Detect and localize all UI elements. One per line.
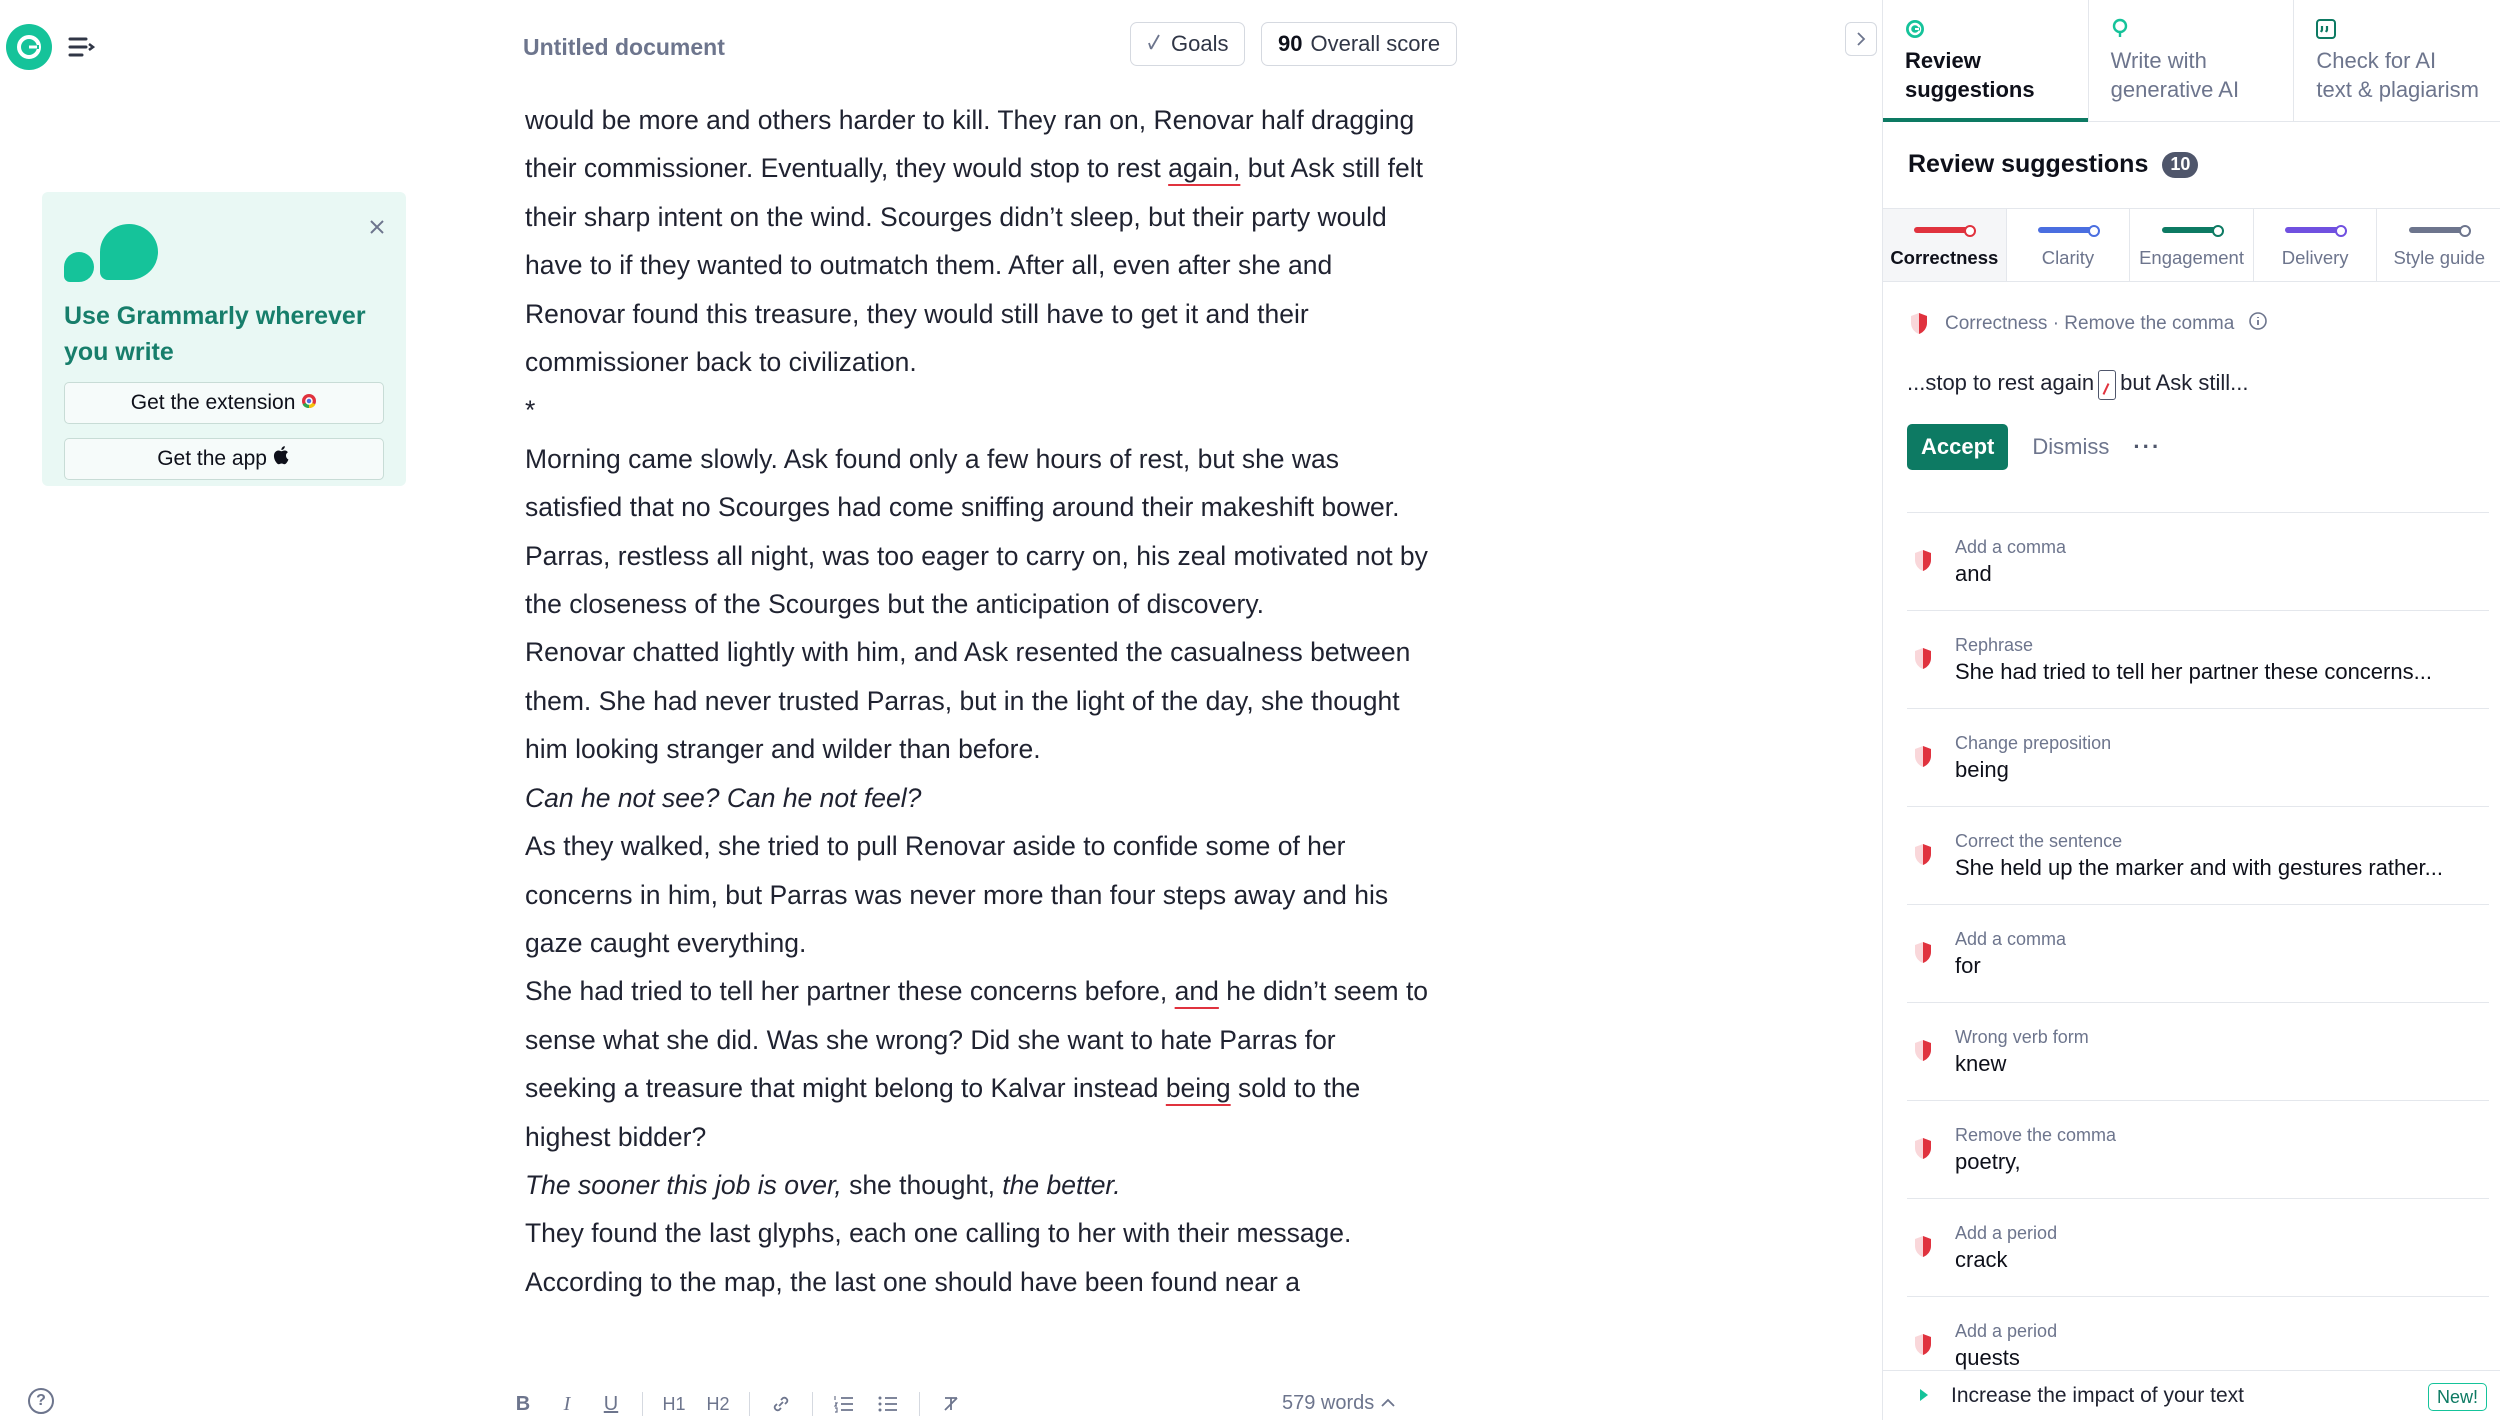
suggestion-context: ...stop to rest again but Ask still... — [1907, 368, 2487, 398]
suggestion-item[interactable]: Add a period quests — [1907, 1296, 2489, 1394]
tab-generative-ai[interactable]: Write with generative AI — [2089, 0, 2295, 121]
goals-icon — [1147, 31, 1163, 57]
promo-title: Use Grammarly wherever you write — [64, 302, 366, 366]
suggestion-item[interactable]: Add a comma and — [1907, 512, 2489, 610]
info-icon[interactable] — [2248, 311, 2268, 337]
suggestion-header: Correctness · Remove the comma — [1907, 310, 2487, 338]
get-extension-button[interactable]: Get the extension — [64, 382, 384, 424]
help-icon[interactable]: ? — [28, 1388, 54, 1414]
suggestion-item[interactable]: Correct the sentence She held up the marker and with gestures rather... — [1907, 806, 2489, 904]
quote-icon — [2316, 16, 2500, 42]
paragraph: Can he not see? Can he not feel? — [525, 782, 922, 813]
underline-button[interactable]: U — [603, 1392, 619, 1415]
app-buttons — [6, 24, 104, 70]
link-icon[interactable] — [768, 1390, 794, 1418]
bulleted-list-icon[interactable] — [875, 1390, 901, 1418]
category-engagement[interactable]: Engagement — [2130, 209, 2254, 281]
new-badge: New! — [2428, 1383, 2487, 1411]
suggestion-item[interactable]: Wrong verb form knew — [1907, 1002, 2489, 1100]
suggestion-item[interactable]: Change preposition being — [1907, 708, 2489, 806]
bold-button[interactable]: B — [515, 1392, 531, 1415]
toolbar-divider — [919, 1392, 920, 1416]
accept-button[interactable]: Accept — [1907, 424, 2008, 470]
shield-icon — [1907, 310, 1931, 338]
removed-comma-marker — [2098, 370, 2116, 400]
chrome-icon — [301, 391, 317, 414]
paragraph: The sooner this job is over, she thought, the better. — [525, 1169, 1121, 1200]
shield-icon — [1911, 841, 1935, 869]
clear-format-icon[interactable] — [938, 1390, 964, 1418]
paragraph: Morning came slowly. Ask found only a few hours of rest, but she was satisfied that no Scourges had come sniffing around their makeshift bower. Parras, restless all night, was too eager to carry on, his zeal motivated not by the closeness of the Scourges but the anticipation of discovery. — [525, 443, 1428, 620]
shield-icon — [1911, 1037, 1935, 1065]
toolbar-divider — [642, 1392, 643, 1416]
menu-icon[interactable] — [58, 24, 104, 70]
overall-score-button[interactable] — [1261, 22, 1457, 66]
triangle-right-icon — [1919, 1384, 1929, 1408]
promo-card — [42, 192, 406, 486]
shield-icon — [1911, 743, 1935, 771]
shield-icon — [1911, 939, 1935, 967]
apple-icon — [273, 447, 291, 470]
get-app-button[interactable]: Get the app — [64, 438, 384, 480]
category-style-guide[interactable]: Style guide — [2377, 209, 2500, 281]
grammarly-logo-icon[interactable] — [6, 24, 52, 70]
format-toolbar — [510, 1384, 964, 1420]
paragraph: Renovar chatted lightly with him, and Ask resented the casualness between them. She had never trusted Parras, but in the light of the day, she thought him looking stranger and wilder than before. — [525, 637, 1411, 765]
section-separator: * — [525, 395, 536, 426]
assistant-panel — [1882, 0, 2500, 1420]
shield-icon — [1911, 1135, 1935, 1163]
heading-1-button[interactable]: H1 — [662, 1393, 686, 1414]
suggestion-item[interactable]: Rephrase She had tried to tell her partner these concerns... — [1907, 610, 2489, 708]
category-delivery[interactable]: Delivery — [2254, 209, 2378, 281]
flagged-word[interactable]: and — [1174, 976, 1219, 1007]
promo-illustration — [64, 224, 162, 282]
flagged-word[interactable]: again, — [1168, 153, 1241, 184]
suggestion-actions — [1907, 424, 2487, 470]
impact-banner[interactable]: Increase the impact of your text New! — [1883, 1370, 2500, 1420]
flagged-word[interactable]: being — [1165, 1073, 1231, 1104]
category-filters — [1883, 208, 2500, 282]
heading-2-button[interactable]: H2 — [706, 1393, 730, 1414]
more-options-button[interactable]: ··· — [2133, 434, 2162, 459]
suggestion-item[interactable]: Add a period crack — [1907, 1198, 2489, 1296]
shield-icon — [1911, 1233, 1935, 1261]
bulb-icon — [2111, 16, 2294, 42]
paragraph: They found the last glyphs, each one calling to her with their message. According to the map, the last one should have been found near a — [525, 1218, 1352, 1297]
paragraph: She had tried to tell her partner these concerns before, and he didn’t seem to sense what she did. Was she wrong? Did she want to hate Parras for seeking a treasure that might belong to Kalvar instead being sold to the highest bidder? — [525, 976, 1429, 1152]
chevron-up-icon — [1380, 1392, 1396, 1415]
numbered-list-icon[interactable] — [831, 1390, 857, 1418]
category-bar — [2409, 227, 2469, 233]
category-bar — [1914, 227, 1974, 233]
suggestion-item[interactable]: Remove the comma poetry, — [1907, 1100, 2489, 1198]
grammarly-logo-icon — [1905, 16, 2088, 42]
suggestion-item[interactable]: Add a comma for — [1907, 904, 2489, 1002]
score-label: Overall score — [1310, 31, 1441, 56]
paragraph: would be more and others harder to kill. They ran on, Renovar half dragging their commissioner. Eventually, they would stop to rest again, but Ask still felt their sharp intent on the wind. Scourges didn’t sleep, but their party would have to if they wanted to outmatch them. After all, even after she and Renovar found this treasure, they would still have to get it and their commissioner back to civilization. — [525, 105, 1423, 378]
shield-icon — [1911, 547, 1935, 575]
category-clarity[interactable]: Clarity — [2007, 209, 2131, 281]
document-title[interactable]: Untitled document — [523, 34, 725, 60]
tab-ai-plagiarism[interactable]: Check for AI text & plagiarism — [2294, 0, 2500, 121]
word-count[interactable]: 579 words — [1282, 1392, 1396, 1415]
paragraph: As they walked, she tried to pull Renovar aside to confide some of her concerns in him, but Parras was never more than four steps away and his gaze caught everything. — [525, 831, 1389, 958]
panel-title: Review suggestions 10 — [1908, 150, 2198, 179]
document-editor[interactable] — [525, 96, 1430, 1366]
close-icon[interactable] — [364, 214, 390, 240]
active-suggestion-card[interactable] — [1907, 310, 2487, 470]
shield-icon — [1911, 1331, 1935, 1359]
toolbar-divider — [812, 1392, 813, 1416]
score-value: 90 — [1278, 31, 1303, 56]
panel-tabs — [1883, 0, 2500, 122]
suggestion-count-badge: 10 — [2162, 152, 2198, 178]
italic-button[interactable]: I — [563, 1392, 571, 1415]
shield-icon — [1911, 645, 1935, 673]
category-bar — [2038, 227, 2098, 233]
dismiss-button[interactable]: Dismiss — [2032, 434, 2110, 459]
chevron-right-icon[interactable] — [1845, 22, 1877, 56]
tab-review-suggestions[interactable]: Review suggestions — [1883, 0, 2089, 121]
category-bar — [2285, 227, 2345, 233]
toolbar-divider — [749, 1392, 750, 1416]
suggestion-list — [1907, 512, 2489, 1394]
goals-button[interactable]: Goals — [1130, 22, 1245, 66]
category-correctness[interactable]: Correctness — [1883, 209, 2007, 281]
category-bar — [2162, 227, 2222, 233]
